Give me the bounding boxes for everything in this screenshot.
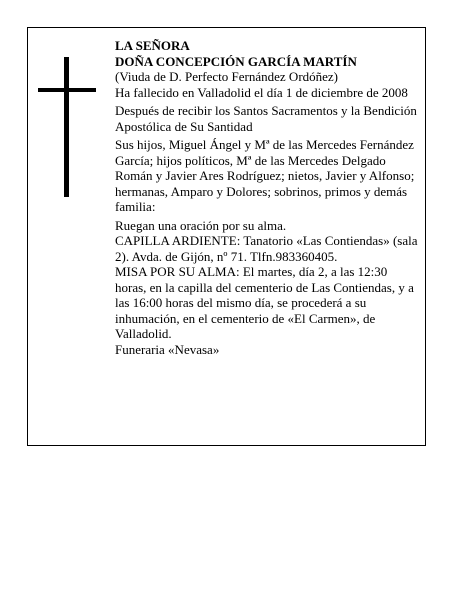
mass-info: MISA POR SU ALMA: El martes, día 2, a las 12:30 horas, en la capilla del cementerio de Las Contiendas, y a las 16:00 horas del mismo día, se procederá a su inhumación, en el cementerio de «El Carmen», de Valladolid. <box>115 264 414 341</box>
family-list: Sus hijos, Miguel Ángel y Mª de las Mercedes Fernández García; hijos políticos, Mª de las Mercedes Delgado Román y Javier Ares Rodríguez; nietos, Javier y Alfonso; hermanas, Amparo y Dolores; sobrinos, primos y demás familia: <box>115 137 415 214</box>
prayer-request: Ruegan una oración por su alma. <box>115 217 287 233</box>
cross-icon-bar <box>38 88 96 92</box>
deceased-name: DOÑA CONCEPCIÓN GARCÍA MARTÍN <box>115 53 357 69</box>
widow-of: (Viuda de D. Perfecto Fernández Ordóñez) <box>115 69 339 84</box>
funeral-home: Funeraria «Nevasa» <box>115 341 220 357</box>
sacraments-statement: Después de recibir los Santos Sacramentos y la Bendición Apostólica de Su Santidad <box>115 103 417 134</box>
cross-icon <box>64 57 69 197</box>
title-line-1: LA SEÑORA <box>115 38 190 53</box>
chapel-info: CAPILLA ARDIENTE: Tanatorio «Las Contiendas» (sala 2). Avda. de Gijón, nº 71. Tlfn.983360405. <box>115 233 418 264</box>
death-statement: Ha fallecido en Valladolid el día 1 de diciembre de 2008 <box>115 84 408 100</box>
obituary-text <box>115 38 420 357</box>
